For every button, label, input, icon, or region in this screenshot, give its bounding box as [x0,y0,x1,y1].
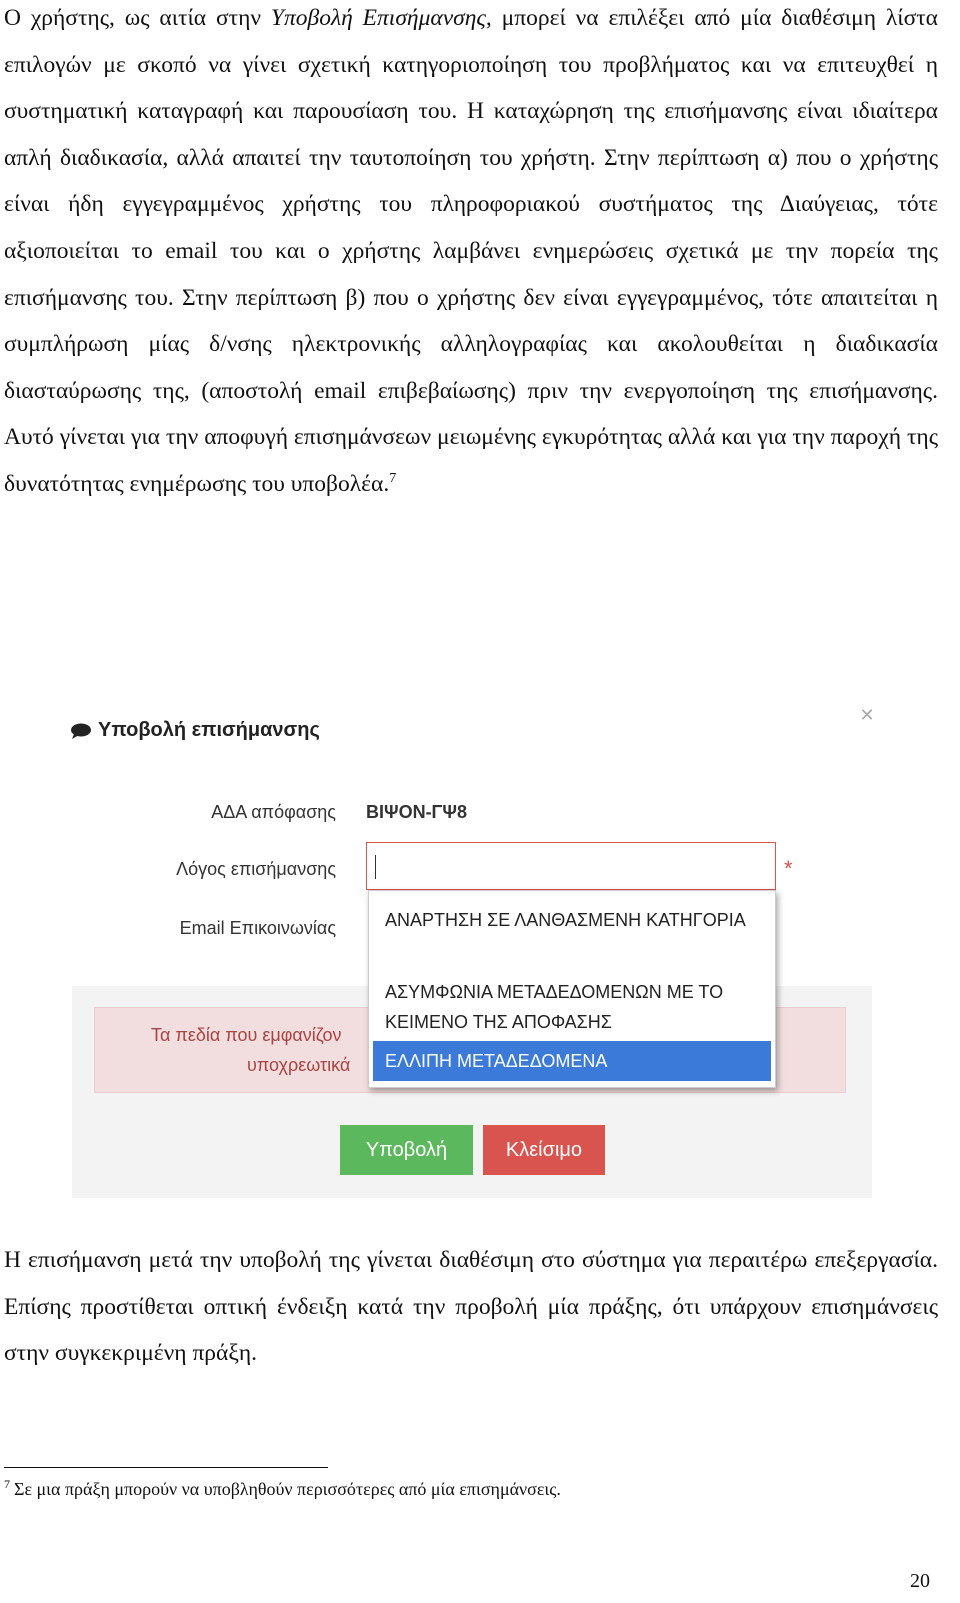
reason-label: Λόγος επισήμανσης [176,859,336,879]
dropdown-option-selected[interactable]: ΕΛΛΙΠΗ ΜΕΤΑΔΕΔΟΜΕΝΑ [373,1041,771,1081]
dropdown-option[interactable]: ΑΝΑΡΤΗΣΗ ΣΕ ΛΑΝΘΑΣΜΕΝΗ ΚΑΤΗΓΟΡΙΑ [385,910,746,930]
dialog-title [70,719,320,742]
text-caret [375,855,376,879]
page-number: 20 [910,1570,930,1592]
reason-dropdown-list[interactable] [368,890,776,1088]
paragraph-text: Ο χρήστης, ως αιτία στην [4,5,271,31]
dialog-title-text: Υποβολή επισήμανσης [98,719,320,741]
email-label: Email Επικοινωνίας [179,918,336,938]
close-icon[interactable]: ✕ [859,705,875,725]
italic-term: Υποβολή Επισήμανσης [270,5,486,31]
footnote-text: Σε μια πράξη μπορούν να υποβληθούν περισσότερες από μία επισημάνσεις. [14,1479,561,1499]
footnote-number: 7 [4,1477,10,1491]
footnote-reference[interactable]: 7 [389,471,397,487]
embedded-dialog-screenshot [70,700,880,1220]
submit-button[interactable]: Υποβολή [340,1125,473,1175]
dropdown-option[interactable]: ΑΣΥΜΦΩΝΙΑ ΜΕΤΑΔΕΔΟΜΕΝΩΝ ΜΕ ΤΟ ΚΕΙΜΕΝΟ ΤΗΣ ΑΠΟΦΑΣΗΣ [385,982,724,1032]
paragraph-text: , μπορεί να επιλέξει από μία διαθέσιμη λίστα επιλογών με σκοπό να γίνει σχετική κατηγοριοποίηση του προβλήματος και να επιτευχθεί η συστηματική καταγραφή και παρουσίαση του. Η καταχώρηση της επισήμανσης είναι ιδιαίτερα απλή διαδικασία, αλλά απαιτεί την ταυτοποίηση του χρήστη. Στην περίπτωση α) που ο χρήστης είναι ήδη εγγεγραμμένος χρήστης του πληροφοριακού συστήματος της Διαύγειας, τότε αξιοποιείται το email του και ο χρήστης λαμβάνει ενημερώσεις σχετικά με την πορεία της επισήμανσης του. Στην περίπτωση β) που ο χρήστης δεν είναι εγγεγραμμένος, τότε απαιτείται η συμπλήρωση μίας δ/νσης ηλεκτρονικής αλληλογραφίας και ακολουθείται η διαδικασία διασταύρωσης της, (αποστολή email επιβεβαίωσης) πριν την ενεργοποίηση της επισήμανσης. Αυτό γίνεται για την αποφυγή επισημάνσεων μειωμένης εγκυρότητας αλλά και για την παροχή της δυνατότητας ενημέρωσης του υποβολέα. [4,5,938,497]
reason-select[interactable] [366,842,776,890]
body-paragraph-1 [4,0,938,508]
ada-label: ΑΔΑ απόφασης [211,802,336,822]
alert-text-line-2: υποχρεωτικά [247,1055,351,1075]
footnote-separator [4,1467,328,1468]
footnote [4,1477,561,1500]
close-button[interactable]: Κλείσιμο [483,1125,605,1175]
alert-text-line-1: Τα πεδία που εμφανίζον [151,1025,342,1045]
body-paragraph-2: Η επισήμανση μετά την υποβολή της γίνεται διαθέσιμη στο σύστημα για περαιτέρω επεξεργασία. Επίσης προστίθεται οπτική ένδειξη κατά την προβολή μία πράξης, ότι υπάρχουν επισημάνσεις στην συγκεκριμένη πράξη. [4,1247,938,1367]
ada-value: ΒΙΨΟΝ-ΓΨ8 [366,802,467,822]
speech-bubble-icon [70,723,92,739]
required-asterisk: * [784,856,793,881]
